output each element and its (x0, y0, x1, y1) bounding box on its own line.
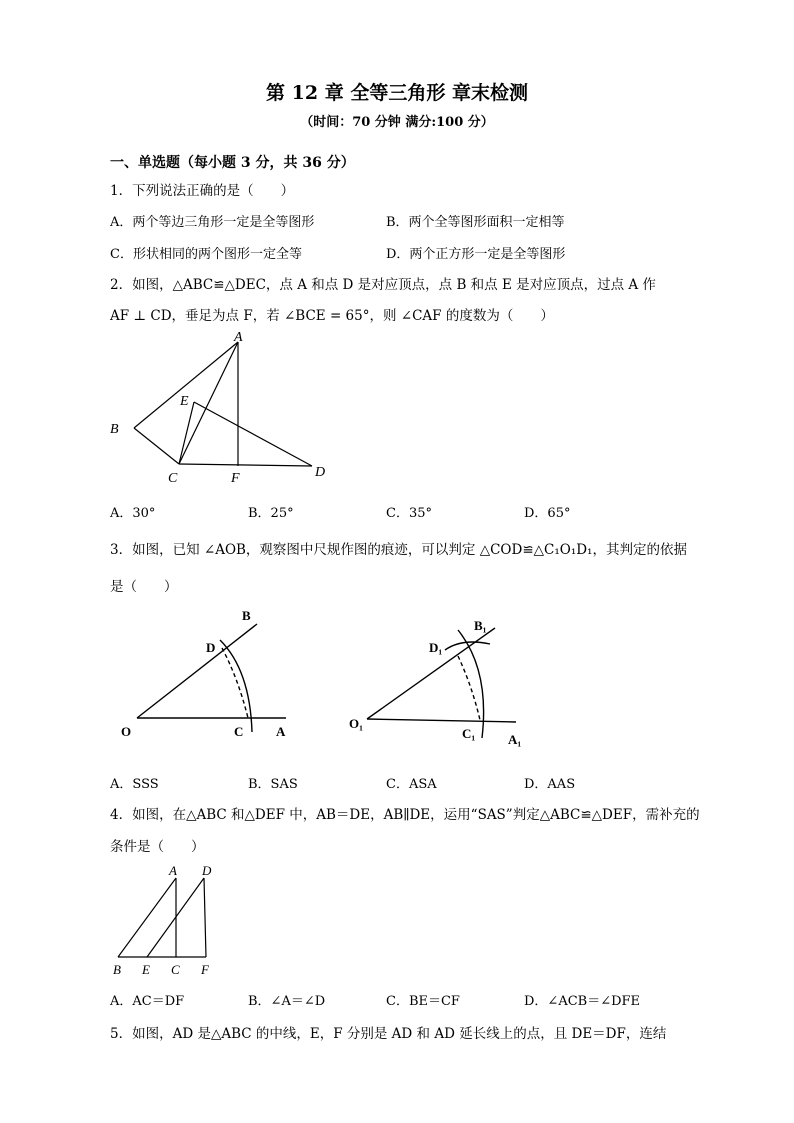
q4-figure (106, 858, 226, 982)
q2-label-d: D (315, 465, 326, 480)
question-4-stem-line2: 条件是（ ） (110, 839, 205, 855)
segment-ba (134, 342, 238, 428)
q2-option-b[interactable]: B．25° (248, 506, 294, 521)
ray-ob (137, 624, 257, 718)
q1-option-a[interactable]: A．两个等边三角形一定是全等图形 (110, 215, 315, 230)
q3-label-b: B (242, 608, 251, 623)
q4-option-b[interactable]: B．∠A＝∠D (248, 994, 326, 1009)
q2-option-c[interactable]: C．35° (386, 506, 432, 521)
q3-label-c: C (234, 724, 244, 739)
q3-figure (110, 600, 550, 760)
q2-label-e: E (180, 394, 189, 409)
q3-label-o: O (121, 724, 132, 739)
q3-label-o1: O₁ (349, 716, 364, 731)
q1-option-d[interactable]: D．两个正方形一定是全等图形 (386, 247, 566, 262)
segment-ce (179, 402, 194, 464)
q2-label-f: F (231, 471, 240, 486)
segment-bc (134, 428, 179, 464)
section-heading: 一、单选题（每小题 3 分，共 36 分） (110, 155, 355, 171)
q2-label-a: A (234, 330, 243, 345)
q4-option-c[interactable]: C．BE＝CF (386, 994, 460, 1009)
q3-label-d: D (206, 640, 216, 655)
page-title: 第 12 章 全等三角形 章末检测 (266, 82, 528, 104)
exam-info: （时间：70 分钟 满分:100 分） (300, 115, 494, 130)
q3-option-a[interactable]: A．SSS (110, 777, 159, 792)
q4-label-b: B (113, 962, 121, 977)
q3-option-d[interactable]: D．AAS (524, 777, 576, 792)
question-2-stem-line2: AF ⊥ CD，垂足为点 F，若 ∠BCE = 65°，则 ∠CAF 的度数为（ ） (110, 308, 554, 324)
question-3-stem-line2: 是（ ） (110, 579, 178, 595)
segment-ba (118, 878, 176, 957)
q4-option-a[interactable]: A．AC＝DF (110, 994, 185, 1009)
segment-cd (179, 464, 312, 466)
q4-label-e: E (142, 962, 150, 977)
q1-option-c[interactable]: C．形状相同的两个图形一定全等 (110, 247, 302, 262)
question-5-stem-line1: 5．如图，AD 是△ABC 的中线，E，F 分别是 AD 和 AD 延长线上的点，且 DE＝DF，连结 (110, 1026, 667, 1042)
q1-option-b[interactable]: B．两个全等图形面积一定相等 (386, 215, 565, 230)
q3-label-c1: C₁ (462, 726, 476, 741)
q2-label-b: B (110, 422, 119, 437)
q2-option-d[interactable]: D．65° (524, 506, 571, 521)
segment-df (204, 878, 206, 957)
q3-label-a1: A₁ (508, 732, 522, 747)
q4-label-f: F (201, 962, 209, 977)
q2-label-c: C (168, 471, 178, 486)
question-1-stem: 1．下列说法正确的是（ ） (110, 183, 295, 199)
q3-label-d1: D₁ (429, 640, 443, 655)
q4-option-d[interactable]: D．∠ACB＝∠DFE (524, 994, 641, 1009)
q3-option-c[interactable]: C．ASA (386, 777, 437, 792)
q4-label-c: C (171, 962, 180, 977)
q4-label-a: A (169, 863, 177, 878)
q3-option-b[interactable]: B．SAS (248, 777, 298, 792)
segment-ed (194, 402, 312, 466)
q2-option-a[interactable]: A．30° (110, 506, 156, 521)
ray-o1a1 (367, 719, 516, 722)
q3-label-b1: B₁ (474, 618, 487, 633)
q2-figure (104, 330, 344, 490)
question-2-stem-line1: 2．如图，△ABC≌△DEC，点 A 和点 D 是对应顶点，点 B 和点 E 是对应顶点，过点 A 作 (110, 277, 656, 293)
question-4-stem-line1: 4．如图，在△ABC 和△DEF 中，AB＝DE，AB∥DE，运用“SAS”判定△ABC≌△DEF，需补充的 (110, 807, 700, 823)
question-3-stem-line1: 3．如图，已知 ∠AOB，观察图中尺规作图的痕迹，可以判定 △COD≌△C₁O₁D₁，其判定的依据 (110, 542, 687, 558)
q3-label-a: A (276, 724, 286, 739)
q4-label-d: D (202, 863, 212, 878)
